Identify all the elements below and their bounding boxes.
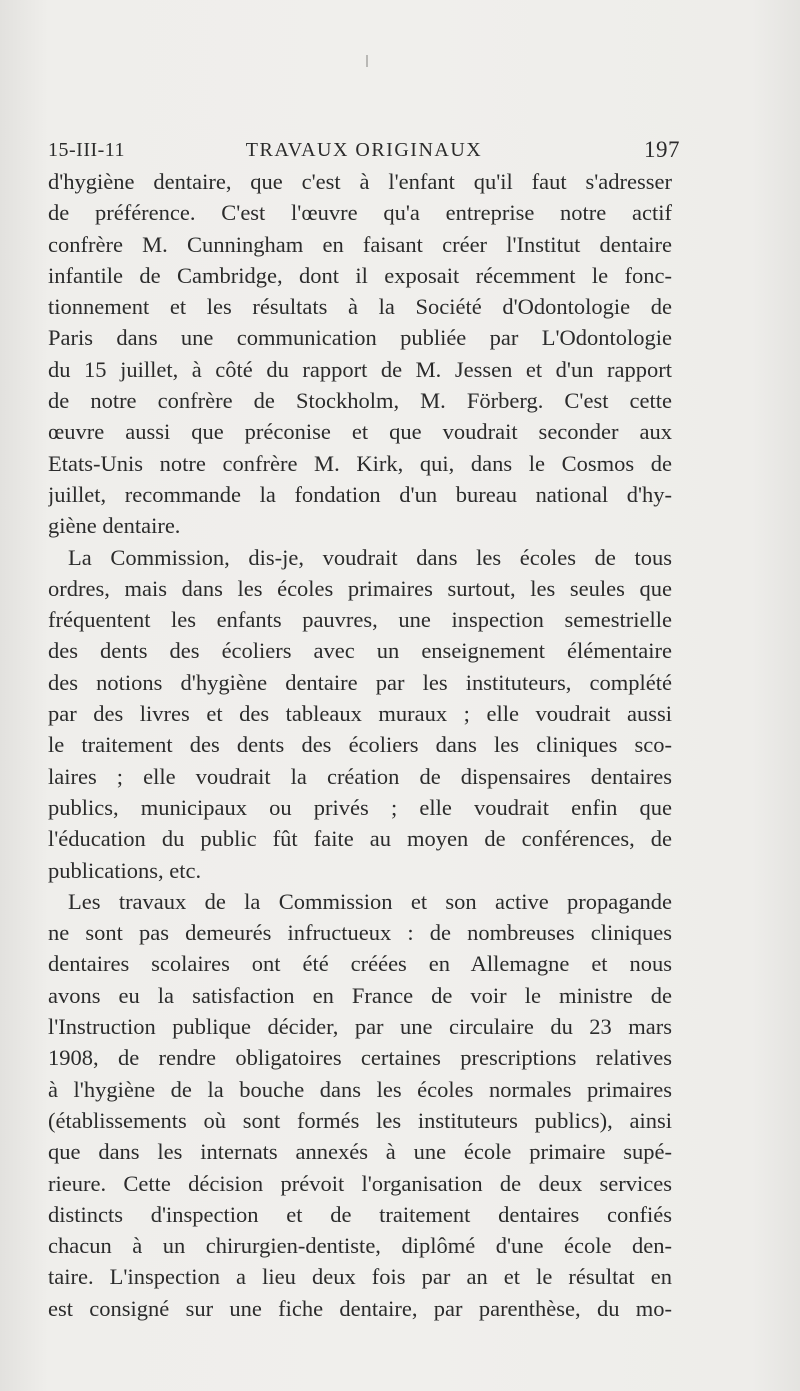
- text-line: La Commission, dis-je, voudrait dans les écoles de tous: [68, 544, 672, 570]
- text-line: laires ; elle voudrait la création de dispensaires dentaires: [48, 763, 672, 789]
- text-line: que dans les internats annexés à une école primaire supé-: [48, 1139, 672, 1165]
- text-line: ne sont pas demeurés infructueux : de nombreuses cliniques: [48, 920, 672, 946]
- text-line: tionnement et les résultats à la Société d'Odontologie de: [48, 294, 672, 320]
- text-line: distincts d'inspection et de traitement dentaires confiés: [48, 1201, 672, 1227]
- text-line: est consigné sur une fiche dentaire, par parenthèse, du mo-: [48, 1295, 672, 1321]
- text-line: giène dentaire.: [48, 513, 181, 539]
- text-line: Etats-Unis notre confrère M. Kirk, qui, dans le Cosmos de: [48, 450, 672, 476]
- header-date: 15-III-11: [48, 139, 126, 161]
- text-line: œuvre aussi que préconise et que voudrait seconder aux: [48, 419, 672, 445]
- body-text: [48, 166, 672, 1324]
- text-line: dentaires scolaires ont été créées en Allemagne et nous: [48, 951, 672, 977]
- text-line: de notre confrère de Stockholm, M. Förberg. C'est cette: [48, 388, 672, 414]
- text-line: du 15 juillet, à côté du rapport de M. Jessen et d'un rapport: [48, 356, 672, 382]
- text-line: chacun à un chirurgien-dentiste, diplômé d'une école den-: [48, 1233, 672, 1259]
- text-line: confrère M. Cunningham en faisant créer l'Institut dentaire: [48, 231, 672, 257]
- text-line: à l'hygiène de la bouche dans les écoles normales primaires: [48, 1076, 672, 1102]
- text-line: juillet, recommande la fondation d'un bureau national d'hy-: [48, 481, 672, 507]
- running-header: [48, 135, 680, 169]
- text-line: (établissements où sont formés les instituteurs publics), ainsi: [48, 1107, 672, 1133]
- text-line: par des livres et des tableaux muraux ; elle voudrait aussi: [48, 701, 672, 727]
- text-line: l'Instruction publique décider, par une circulaire du 23 mars: [48, 1014, 672, 1040]
- text-line: le traitement des dents des écoliers dans les cliniques sco-: [48, 732, 672, 758]
- text-line: publications, etc.: [48, 857, 202, 883]
- text-line: Paris dans une communication publiée par L'Odontologie: [48, 325, 672, 351]
- header-title: TRAVAUX ORIGINAUX: [245, 139, 483, 161]
- text-line: fréquentent les enfants pauvres, une inspection semestrielle: [48, 607, 672, 633]
- text-line: des notions d'hygiène dentaire par les instituteurs, complété: [48, 669, 672, 695]
- text-line: taire. L'inspection a lieu deux fois par an et le résultat en: [48, 1264, 672, 1290]
- text-line: Les travaux de la Commission et son active propagande: [68, 888, 672, 914]
- text-line: l'éducation du public fût faite au moyen de conférences, de: [48, 826, 672, 852]
- text-line: avons eu la satisfaction en France de voir le ministre de: [48, 982, 672, 1008]
- page-number: 197: [644, 137, 680, 162]
- text-line: des dents des écoliers avec un enseignement élémentaire: [48, 638, 672, 664]
- text-line: publics, municipaux ou privés ; elle voudrait enfin que: [48, 794, 672, 820]
- text-line: rieure. Cette décision prévoit l'organisation de deux services: [48, 1170, 672, 1196]
- text-line: 1908, de rendre obligatoires certaines prescriptions relatives: [48, 1045, 672, 1071]
- text-line: infantile de Cambridge, dont il exposait récemment le fonc-: [48, 262, 672, 288]
- text-line: de préférence. C'est l'œuvre qu'a entreprise notre actif: [48, 200, 672, 226]
- text-line: d'hygiène dentaire, que c'est à l'enfant qu'il faut s'adresser: [48, 169, 672, 194]
- text-line: ordres, mais dans les écoles primaires surtout, les seules que: [48, 575, 672, 601]
- page-mark: [366, 55, 368, 67]
